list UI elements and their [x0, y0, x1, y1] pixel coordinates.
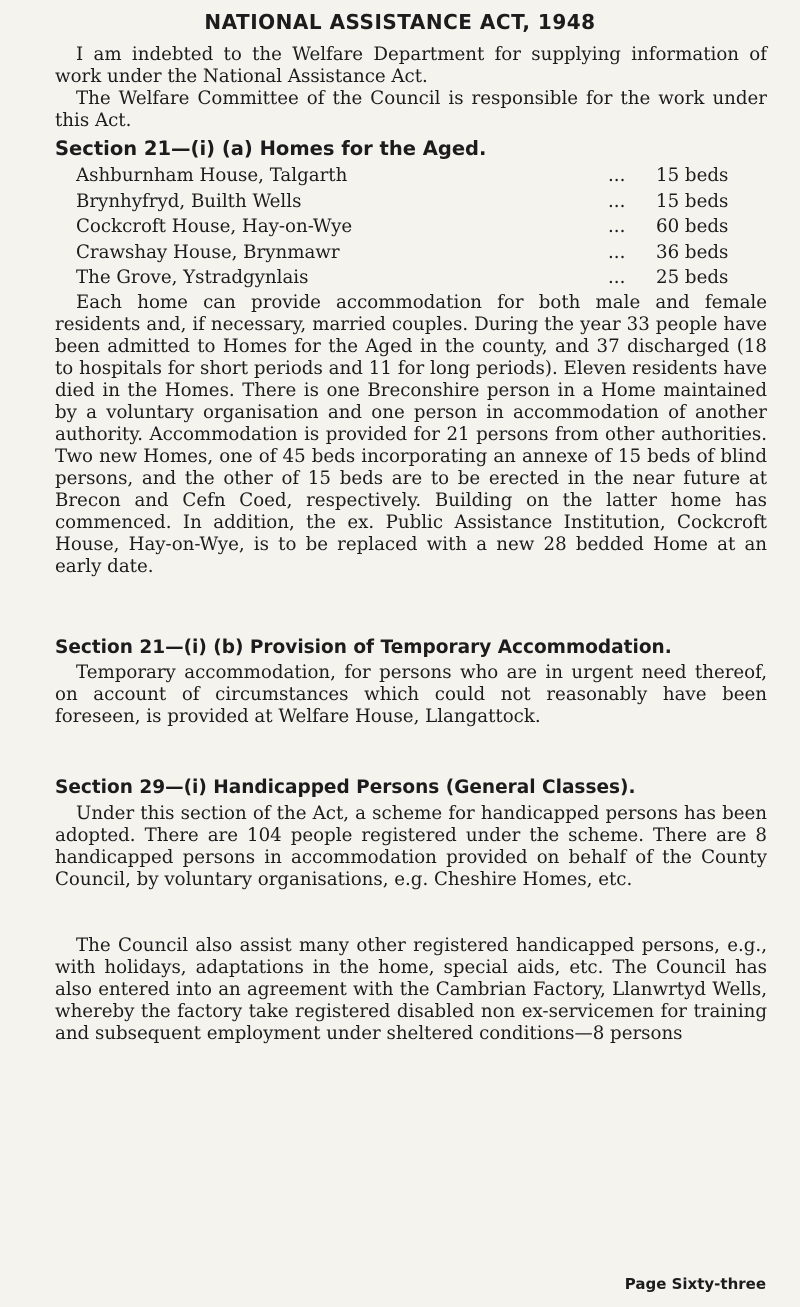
home-name: Cockcroft House, Hay-on-Wye	[76, 216, 353, 237]
section-21b-paragraph: Temporary accommodation, for persons who are in urgent need thereof, on account of circumstances which could not reasonably have been foreseen, is provided at Welfare House, Llangattock.	[55, 662, 767, 727]
homes-list	[76, 163, 768, 291]
intro-paragraph-2: The Welfare Committee of the Council is responsible for the work under this Act.	[55, 88, 767, 131]
leader-dots: ...	[608, 241, 626, 263]
home-beds: 15 beds	[656, 190, 729, 212]
home-name: Brynhyfryd, Builth Wells	[76, 190, 302, 212]
home-name: The Grove, Ystradgynlais	[76, 267, 309, 288]
section-29-paragraph-2: The Council also assist many other registered handicapped persons, e.g., with holidays, adaptations in the home, special aids, etc. The Council has also entered into an agreement with the Cambrian Factory, Llanwrtyd Wells, whereby the factory take registered disabled non ex-servicemen for training and subsequent employment under sheltered conditions—8 persons	[55, 935, 767, 1044]
section-21b-heading: Section 21—(i) (b) Provision of Temporary Accommodation.	[55, 637, 672, 658]
home-name: Ashburnham House, Talgarth	[76, 165, 348, 186]
section-21a-heading: Section 21—(i) (a) Homes for the Aged.	[55, 137, 487, 160]
home-name: Crawshay House, Brynmawr	[76, 241, 340, 263]
home-row	[76, 214, 768, 240]
section-21a-paragraph: Each home can provide accommodation for both male and female residents and, if necessary, married couples. During the year 33 people have been admitted to Homes for the Aged in the county, and 37 discharged (18 to hospitals for short periods and 11 for long periods). Eleven residents have died in the Homes. There is one Breconshire person in a Home maintained by a voluntary organisation and one person in accommodation of another authority. Accommodation is provided for 21 persons from other authorities. Two new Homes, one of 45 beds incorporating an annexe of 15 beds of blind persons, and the other of 15 beds are to be erected in the near future at Brecon and Cefn Coed, respectively. Building on the latter home has commenced. In addition, the ex. Public Assistance Institution, Cockcroft House, Hay-on-Wye, is to be replaced with a new 28 bedded Home at an early date.	[55, 292, 767, 577]
leader-dots: ...	[608, 190, 626, 212]
home-beds: 15 beds	[656, 165, 729, 186]
home-beds: 25 beds	[656, 267, 729, 288]
home-beds: 36 beds	[656, 241, 729, 263]
home-row	[76, 265, 768, 291]
section-29-paragraph-1: Under this section of the Act, a scheme for handicapped persons has been adopted. There are 104 people registered under the scheme. There are 8 handicapped persons in accommodation provided on behalf of the County Council, by voluntary organisations, e.g. Cheshire Homes, etc.	[55, 803, 767, 890]
leader-dots: ...	[608, 216, 626, 237]
leader-dots: ...	[608, 165, 626, 186]
intro-paragraph-1: I am indebted to the Welfare Department for supplying information of work under the National Assistance Act.	[55, 44, 767, 87]
home-beds: 60 beds	[656, 216, 729, 237]
home-row	[76, 163, 768, 189]
home-row	[76, 240, 768, 266]
home-row	[76, 189, 768, 215]
leader-dots: ...	[608, 267, 626, 288]
page-title: NATIONAL ASSISTANCE ACT, 1948	[204, 10, 596, 34]
page-number: Page Sixty-three	[624, 1275, 766, 1293]
section-29-heading: Section 29—(i) Handicapped Persons (General Classes).	[55, 777, 636, 798]
